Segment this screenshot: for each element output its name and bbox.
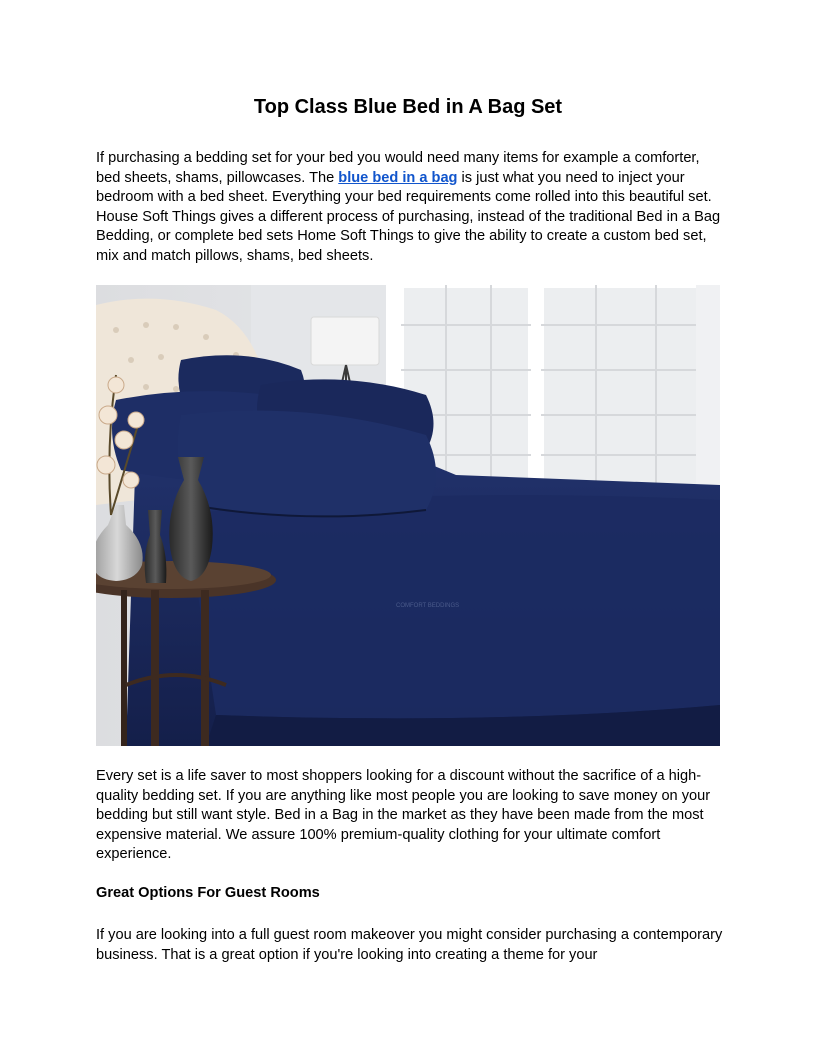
document-title: Top Class Blue Bed in A Bag Set	[253, 96, 563, 118]
intro-text-before-link: If purchasing a bedding set for your bed you would need many items for example a comforter, bed sheets, shams, pillowcases. The	[96, 150, 700, 186]
blue-bed-in-a-bag-link[interactable]: blue bed in a bag	[338, 169, 458, 186]
paragraph-guest-rooms: If you are looking into a full guest room makeover you might consider purchasing a contemporary business. That is a great option if you're looking into creating a theme for your	[96, 927, 723, 963]
section-heading-guest-rooms: Great Options For Guest Rooms	[96, 885, 320, 901]
paragraph-discount: Every set is a life saver to most shoppers looking for a discount without the sacrifice of a high-quality bedding set. If you are anything like most people you are looking to save money on your bedding but still want style. Bed in a Bag in the market as they have been made from the most expensive material. We assure 100% premium-quality clothing for your ultimate comfort experience.	[96, 768, 711, 863]
bedding-product-photo	[96, 285, 720, 746]
intro-text-after-link: is just what you need to inject your bedroom with a bed sheet. Everything your bed requirements come rolled into this beautiful set. House Soft Things gives a different process of purchasing, instead of the traditional Bed in a Bag Bedding, or complete bed sets Home Soft Things to give the ability to create a custom bed set, mix and match pillows, shams, bed sheets.	[96, 169, 721, 264]
intro-paragraph	[96, 149, 726, 267]
photo-watermark: COMFORT BEDDINGS	[396, 603, 460, 609]
